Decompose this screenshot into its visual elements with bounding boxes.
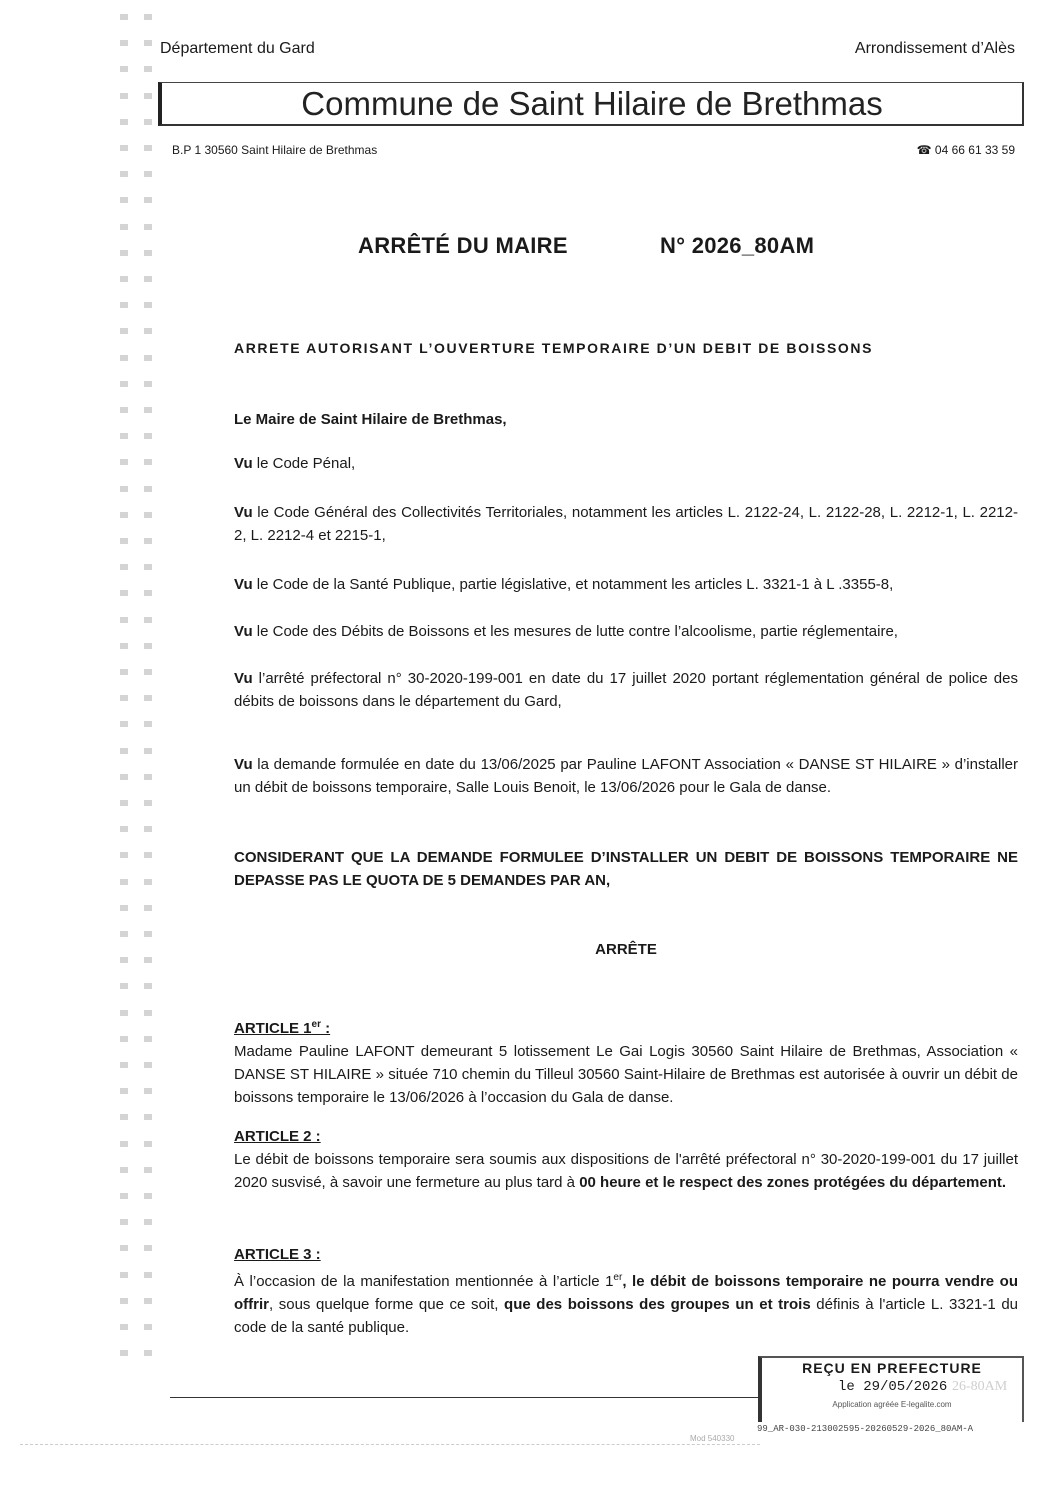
binder-hole <box>120 721 128 727</box>
binder-hole <box>120 486 128 492</box>
binder-hole <box>144 1193 152 1199</box>
binder-hole <box>120 538 128 544</box>
commune-title: Commune de Saint Hilaire de Brethmas <box>158 82 1024 126</box>
binder-hole <box>144 1324 152 1330</box>
stamp-title: REÇU EN PREFECTURE <box>802 1360 982 1376</box>
article-1-title: ARTICLE 1er : <box>234 1019 331 1037</box>
binder-hole <box>120 643 128 649</box>
vu-demande: Vu la demande formulée en date du 13/06/2025 par Pauline LAFONT Association « DANSE ST HILAIRE » d’installer un débit de boissons temporaire, Salle Louis Benoit, le 13/06/2026 pour le Gala de danse. <box>234 756 1018 796</box>
binder-hole <box>144 302 152 308</box>
binder-hole <box>144 1167 152 1173</box>
binder-hole <box>120 905 128 911</box>
binder-hole <box>144 852 152 858</box>
binder-hole <box>144 1141 152 1147</box>
considerant: CONSIDERANT QUE LA DEMANDE FORMULEE D’INSTALLER UN DEBIT DE BOISSONS TEMPORAIRE NE DEPASSE PAS LE QUOTA DE 5 DEMANDES PAR AN, <box>234 849 1018 889</box>
binder-hole <box>144 617 152 623</box>
binder-hole <box>144 66 152 72</box>
binder-hole <box>144 774 152 780</box>
binder-hole <box>120 1114 128 1120</box>
arrete-heading: ARRÊTE <box>595 941 657 958</box>
binder-hole <box>144 748 152 754</box>
binder-hole <box>120 381 128 387</box>
telephone-icon: ☎ <box>916 143 932 157</box>
stamp-reference: 99_AR-030-213002595-20260529-2026_80AM-A <box>757 1424 974 1434</box>
stamp-application: Application agréée E-legalite.com <box>832 1400 952 1409</box>
binder-hole <box>120 355 128 361</box>
binder-hole <box>120 119 128 125</box>
binder-hole <box>144 931 152 937</box>
article-1 <box>234 1013 1018 1109</box>
article-2 <box>234 1125 1018 1194</box>
vu-cgct: Vu le Code Général des Collectivités Territoriales, notamment les articles L. 2122-24, L. 2122-28, L. 2212-1, L. 2212-2, L. 2212-4 et 2215-1, <box>234 504 1018 544</box>
binder-hole <box>120 459 128 465</box>
binder-hole <box>120 302 128 308</box>
binder-hole <box>144 171 152 177</box>
binder-hole <box>120 748 128 754</box>
binder-hole <box>120 1062 128 1068</box>
binder-hole <box>144 905 152 911</box>
binder-hole <box>144 1219 152 1225</box>
binder-hole <box>120 852 128 858</box>
binder-hole <box>144 14 152 20</box>
maire-line: Le Maire de Saint Hilaire de Brethmas, <box>234 411 507 428</box>
binder-hole <box>120 564 128 570</box>
binder-hole <box>120 512 128 518</box>
binder-hole <box>144 1036 152 1042</box>
binder-hole <box>120 433 128 439</box>
article-3-title: ARTICLE 3 : <box>234 1246 321 1263</box>
binder-hole <box>144 800 152 806</box>
arrete-title: ARRÊTÉ DU MAIRE <box>358 233 568 258</box>
vu-sante-publique: Vu le Code de la Santé Publique, partie législative, et notamment les articles L. 3321-1 à L .3355-8, <box>234 576 894 593</box>
article-2-text: Le débit de boissons temporaire sera soumis aux dispositions de l'arrêté préfectoral n° 30-2020-199-001 du 17 juillet 2020 susvisé, à savoir une fermeture au plus tard à 00 heure et le respect des zones protégées du département. <box>234 1151 1018 1191</box>
department-label: Département du Gard <box>160 40 315 57</box>
binder-holes <box>120 14 160 1394</box>
binder-hole <box>144 433 152 439</box>
binder-hole <box>120 171 128 177</box>
binder-hole <box>144 40 152 46</box>
binder-hole <box>120 800 128 806</box>
binder-hole <box>120 1088 128 1094</box>
binder-hole <box>120 66 128 72</box>
binder-hole <box>120 1010 128 1016</box>
binder-hole <box>120 1219 128 1225</box>
article-3 <box>234 1243 1018 1339</box>
binder-hole <box>120 14 128 20</box>
binder-hole <box>144 459 152 465</box>
binder-hole <box>144 695 152 701</box>
binder-hole <box>144 381 152 387</box>
binder-hole <box>144 119 152 125</box>
binder-hole <box>120 1350 128 1356</box>
binder-hole <box>120 695 128 701</box>
binder-hole <box>120 197 128 203</box>
binder-hole <box>120 1036 128 1042</box>
arrondissement-label: Arrondissement d’Alès <box>854 40 1015 57</box>
binder-hole <box>144 1350 152 1356</box>
binder-hole <box>144 1062 152 1068</box>
binder-hole <box>144 1298 152 1304</box>
binder-hole <box>120 931 128 937</box>
binder-hole <box>120 617 128 623</box>
binder-hole <box>144 250 152 256</box>
mod-number: Mod 540330 <box>690 1434 735 1443</box>
binder-hole <box>120 826 128 832</box>
vu-code-penal: Vu le Code Pénal, <box>234 455 356 472</box>
binder-hole <box>120 669 128 675</box>
vu-debits-boissons: Vu le Code des Débits de Boissons et les mesures de lutte contre l’alcoolisme, partie réglementaire, <box>234 623 898 640</box>
binder-hole <box>120 1298 128 1304</box>
binder-hole <box>120 1245 128 1251</box>
stamp-date: le 29/05/2026 <box>838 1379 948 1395</box>
binder-hole <box>144 564 152 570</box>
binder-hole <box>144 1088 152 1094</box>
binder-hole <box>144 224 152 230</box>
binder-hole <box>144 879 152 885</box>
binder-hole <box>144 643 152 649</box>
arrete-number: N° 2026_80AM <box>660 233 815 258</box>
binder-hole <box>120 40 128 46</box>
binder-hole <box>120 1167 128 1173</box>
vu-arrete-prefectoral: Vu l’arrêté préfectoral n° 30-2020-199-001 en date du 17 juillet 2020 portant réglementation général de police des débits de boissons dans le département du Gard, <box>234 670 1018 710</box>
binder-hole <box>120 407 128 413</box>
article-3-text: À l’occasion de la manifestation mentionnée à l’article 1er, le débit de boissons temporaire ne pourra vendre ou offrir, sous quelque forme que ce soit, que des boissons des groupes un et trois définis à l'article L. 3321-1 du code de la santé publique. <box>234 1272 1018 1336</box>
binder-hole <box>120 224 128 230</box>
binder-hole <box>144 328 152 334</box>
binder-hole <box>120 328 128 334</box>
binder-hole <box>120 1141 128 1147</box>
binder-hole <box>120 957 128 963</box>
binder-hole <box>144 826 152 832</box>
arrete-subject: ARRETE AUTORISANT L’OUVERTURE TEMPORAIRE D’UN DEBIT DE BOISSONS <box>234 340 874 356</box>
footer-rule <box>170 1397 758 1398</box>
binder-hole <box>120 590 128 596</box>
binder-hole <box>144 93 152 99</box>
binder-hole <box>144 512 152 518</box>
binder-hole <box>120 250 128 256</box>
binder-hole <box>120 1193 128 1199</box>
binder-hole <box>120 145 128 151</box>
binder-hole <box>144 669 152 675</box>
binder-hole <box>144 197 152 203</box>
binder-hole <box>120 983 128 989</box>
binder-hole <box>120 774 128 780</box>
phone-block <box>800 143 1015 157</box>
binder-hole <box>144 355 152 361</box>
footer-dashed-line <box>20 1444 760 1445</box>
prefecture-stamp <box>758 1356 1024 1422</box>
binder-hole <box>120 1324 128 1330</box>
binder-hole <box>144 538 152 544</box>
binder-hole <box>144 1245 152 1251</box>
binder-hole <box>144 145 152 151</box>
binder-hole <box>120 276 128 282</box>
stamp-ghost-ref: 26-80AM <box>952 1379 1008 1394</box>
binder-hole <box>144 1114 152 1120</box>
binder-hole <box>144 407 152 413</box>
binder-hole <box>120 1272 128 1278</box>
binder-hole <box>144 957 152 963</box>
binder-hole <box>120 93 128 99</box>
binder-hole <box>144 276 152 282</box>
binder-hole <box>144 590 152 596</box>
binder-hole <box>144 721 152 727</box>
postal-address: B.P 1 30560 Saint Hilaire de Brethmas <box>172 143 378 157</box>
binder-hole <box>144 1010 152 1016</box>
binder-hole <box>144 983 152 989</box>
binder-hole <box>120 879 128 885</box>
article-2-title: ARTICLE 2 : <box>234 1128 321 1145</box>
binder-hole <box>144 486 152 492</box>
binder-hole <box>144 1272 152 1278</box>
phone-number: 04 66 61 33 59 <box>934 143 1015 157</box>
article-1-text: Madame Pauline LAFONT demeurant 5 lotissement Le Gai Logis 30560 Saint Hilaire de Brethmas, Association « DANSE ST HILAIRE » située 710 chemin du Tilleul 30560 Saint-Hilaire de Brethmas est autorisée à ouvrir un débit de boissons temporaire le 13/06/2026 à l’occasion du Gala de danse. <box>234 1043 1018 1106</box>
